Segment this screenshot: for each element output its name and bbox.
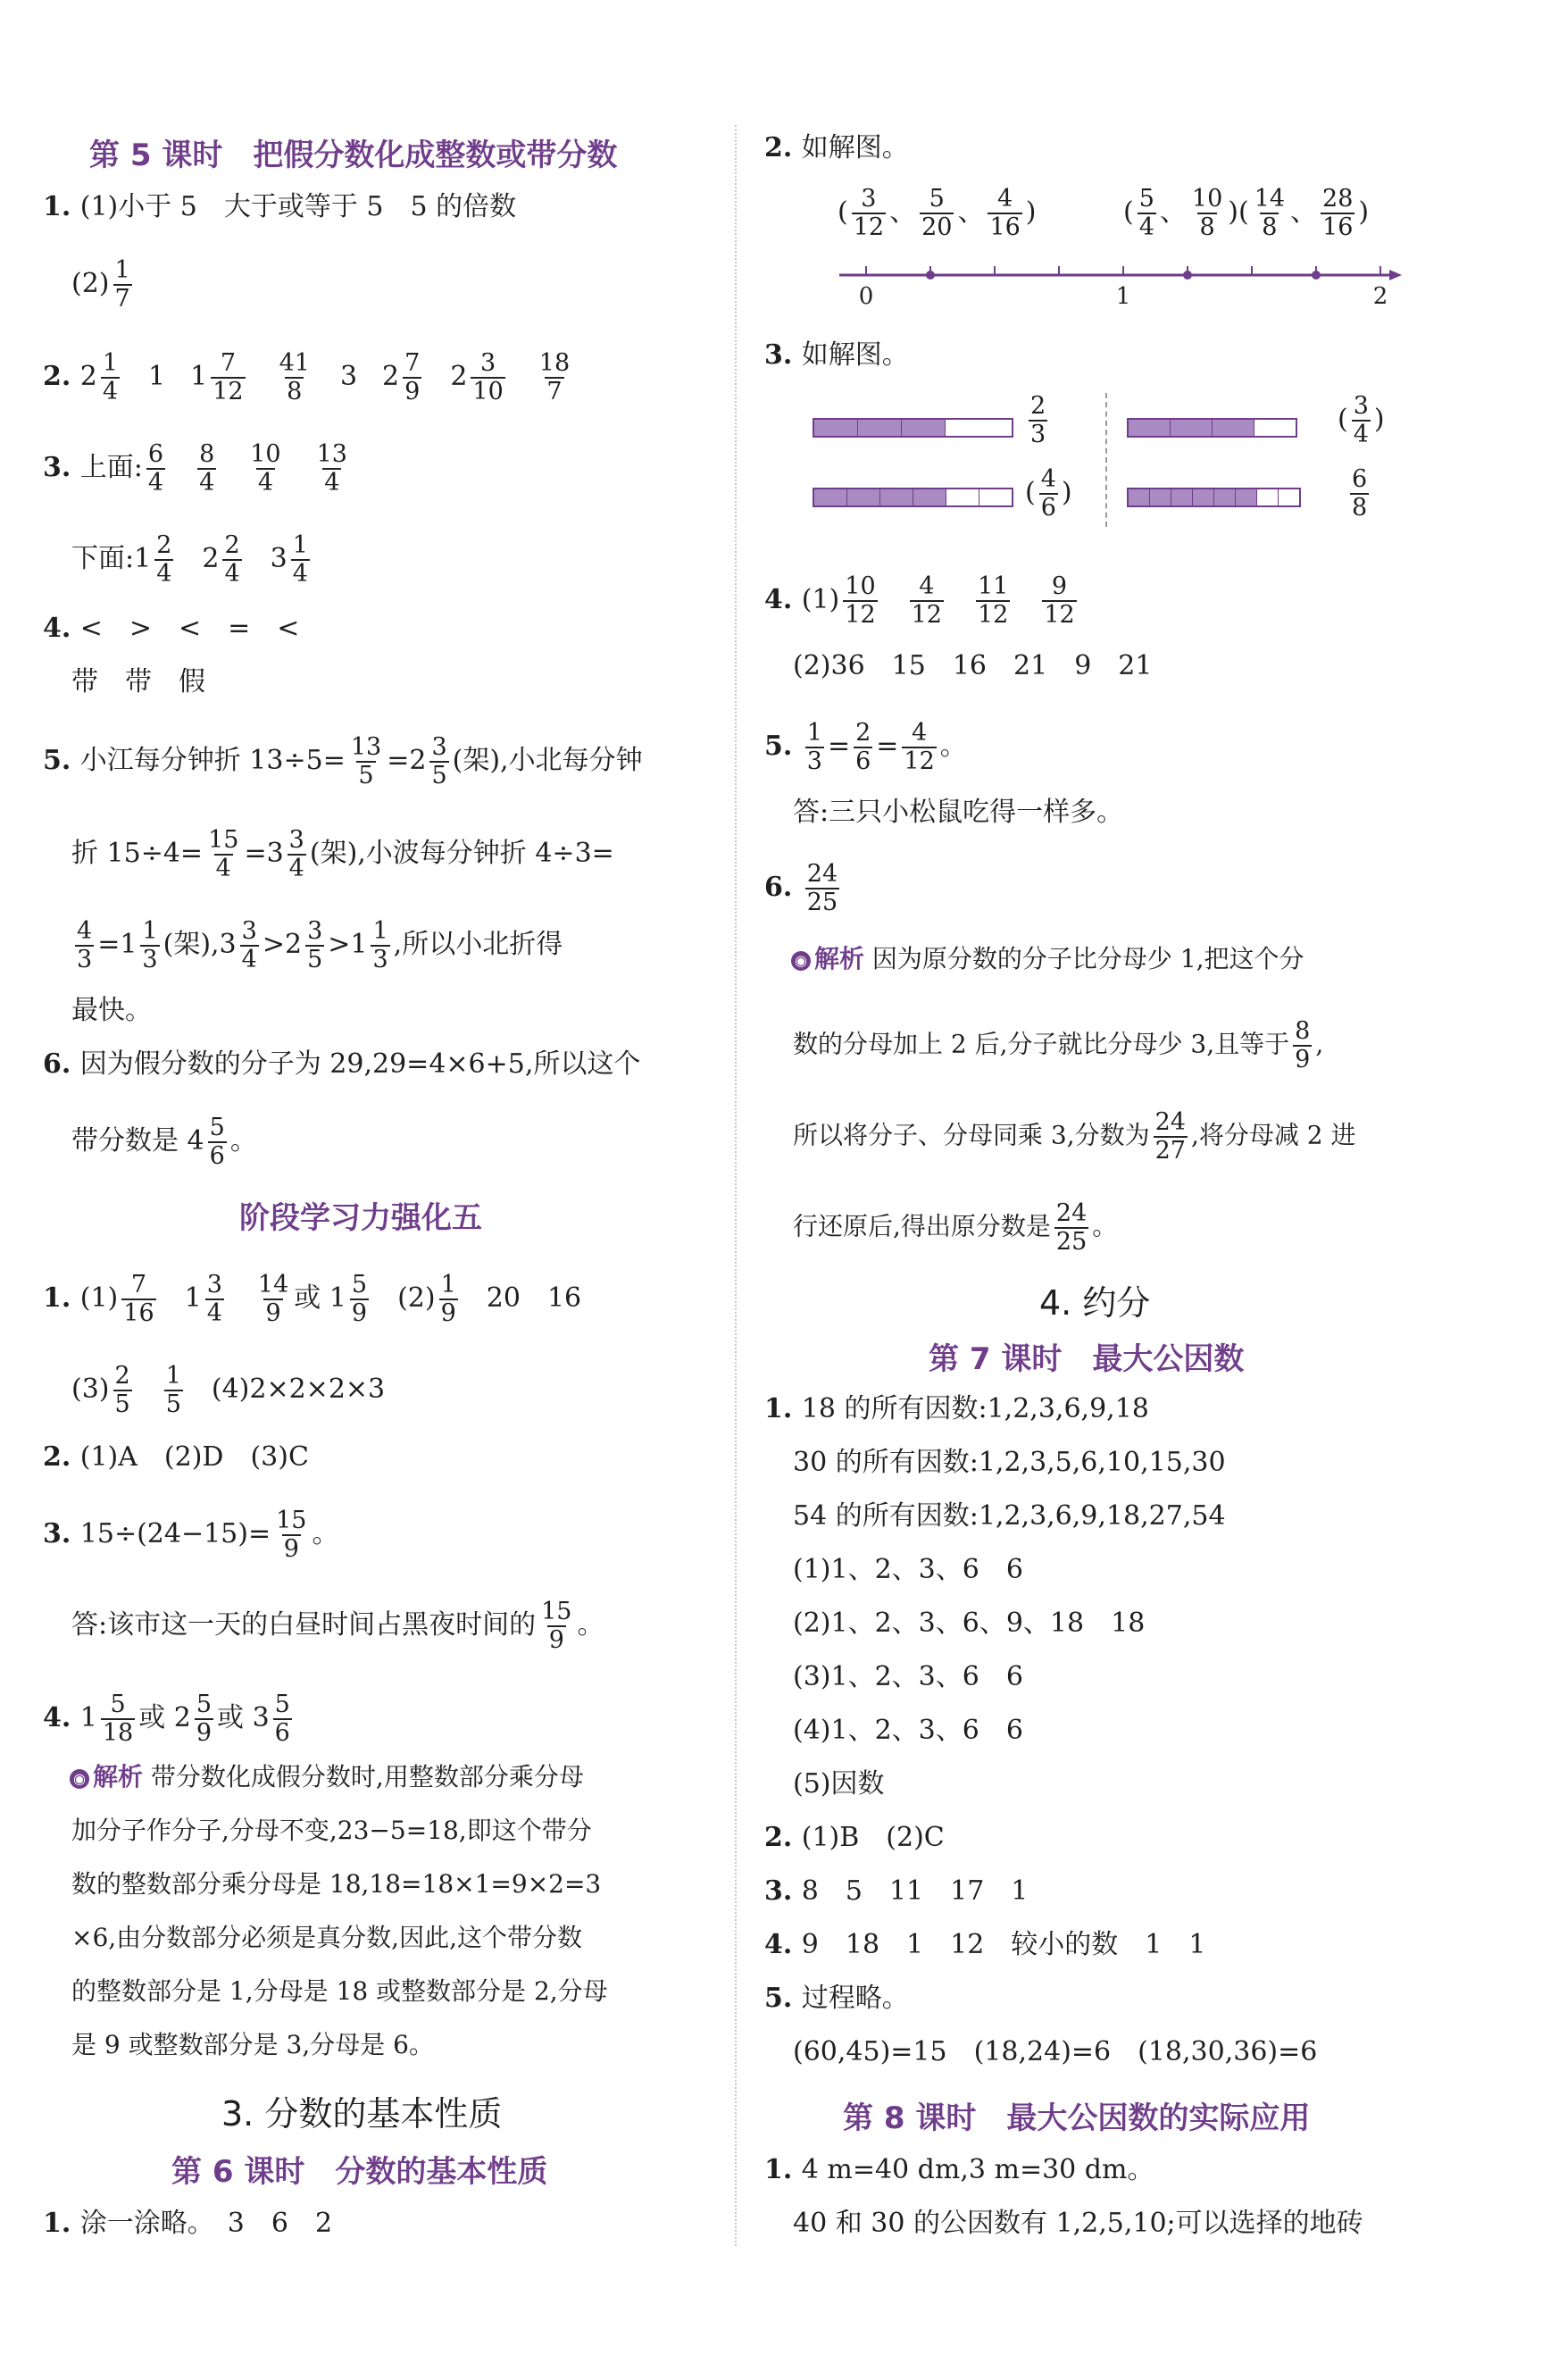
fraction: [843, 573, 877, 629]
l7-q1-line1: 1. 18 的所有因数:1,2,3,6,9,18: [764, 1393, 1149, 1424]
denominator: 9: [283, 1535, 299, 1563]
fraction: [349, 734, 383, 789]
denominator: 16: [123, 1299, 154, 1327]
s-q4-expl-2: 加分子作分子,分母不变,23−5=18,即这个带分: [71, 1816, 592, 1845]
fraction: [852, 186, 886, 241]
fraction: [403, 350, 421, 405]
fraction: [288, 827, 306, 882]
fraction: [208, 1115, 227, 1170]
fraction: [439, 1272, 458, 1327]
numerator: 1: [806, 719, 822, 747]
denominator: 12: [977, 601, 1009, 629]
fraction: [1321, 186, 1354, 241]
number-line: [830, 259, 1411, 313]
bar-sixths: [813, 488, 1013, 507]
fraction: [273, 1691, 292, 1747]
denominator: 9: [265, 1299, 281, 1327]
l8-q1-line1: 1. 4 m=40 dm,3 m=30 dm。: [764, 2154, 1154, 2185]
s-q4-expl-1: ◉ 解析 带分数化成假分数时,用整数部分乘分母: [70, 1759, 584, 1795]
bar-eighths-label: [1346, 466, 1372, 522]
r-q6-expl-1: ◉ 解析 因为原分数的分子比分母少 1,把这个分: [791, 941, 1304, 977]
bar-fourths-label: ( $\frac{3}{4}$ ): [1338, 392, 1385, 448]
fraction: [988, 186, 1021, 241]
l5-q6-line2: 带分数是 4 $\frac{5}{6}$ 。: [71, 1114, 257, 1170]
analysis-tag: ◉ 解析: [70, 1759, 143, 1795]
fraction: [910, 573, 944, 629]
numerator: 1: [165, 1362, 181, 1390]
fraction: [305, 918, 324, 973]
numerator: 8: [199, 440, 215, 468]
denominator: 4: [199, 469, 215, 497]
fraction: [205, 1272, 224, 1327]
denominator: 6: [274, 1719, 290, 1747]
denominator: 12: [911, 601, 942, 629]
fraction: [248, 441, 282, 497]
r-q2: 2. 如解图。: [764, 132, 909, 163]
denominator: 4: [1138, 213, 1154, 241]
numerator: 4: [1040, 465, 1056, 493]
numline-group1: ( $\frac{3}{12}$ 、 $\frac{5}{20}$ 、 $\frac{4}{16}$ ): [838, 185, 1037, 241]
numerator: 2: [224, 531, 240, 559]
denominator: 12: [1044, 601, 1075, 629]
fraction: [371, 918, 389, 973]
l5-q2: 2. 2 $\frac{1}{4}$ 1 1 $\frac{7}{12}$ $\frac{41}{8}$ 3 2 $\frac{7}{9}$ 2 $\frac{3}{10}$ $\frac{18}{7}$: [43, 349, 571, 405]
fraction: [315, 441, 349, 497]
numerator: 4: [912, 719, 928, 747]
fraction: [538, 350, 571, 405]
r-q4-line1: 4. (1) $\frac{10}{12}$ $\frac{4}{12}$ $\frac{11}{12}$ $\frac{9}{12}$: [764, 572, 1075, 629]
section3-title: 3. 分数的基本性质: [221, 2094, 503, 2134]
denominator: 25: [1055, 1228, 1088, 1256]
section4-title: 4. 约分: [1039, 1283, 1151, 1323]
denominator: 4: [292, 560, 308, 588]
denominator: 6: [1040, 494, 1056, 522]
numerator: 5: [110, 1691, 126, 1718]
numerator: 5: [929, 185, 945, 213]
denominator: 4: [206, 1299, 222, 1327]
r-q5: 5. $\frac{1}{3}$ = $\frac{2}{6}$ = $\frac{4}{12}$ 。: [764, 719, 967, 775]
fraction: [1253, 186, 1287, 241]
s-q1-line2: (3) $\frac{2}{5}$ $\frac{1}{5}$ (4)2×2×2×3: [71, 1362, 386, 1418]
bar-thirds: [813, 418, 1013, 438]
denominator: 3: [142, 946, 158, 973]
fraction: [1042, 573, 1076, 629]
fraction: [113, 1363, 132, 1418]
denominator: 4: [156, 560, 172, 588]
lesson5-title: 第 5 课时 把假分数化成整数或带分数: [89, 138, 618, 173]
l8-q1-line2: 40 和 30 的公因数有 1,2,5,10;可以选择的地砖: [793, 2208, 1363, 2239]
denominator: 3: [806, 747, 822, 775]
numerator: 1: [102, 349, 119, 377]
stage-title: 阶段学习力强化五: [239, 1200, 482, 1236]
numerator: 4: [919, 572, 935, 600]
denominator: 16: [1322, 213, 1354, 241]
l7-q5-answers: (60,45)=15 (18,24)=6 (18,30,36)=6: [793, 2036, 1318, 2067]
fraction: [240, 918, 259, 973]
denominator: 4: [288, 855, 304, 882]
fraction: [1190, 186, 1224, 241]
bars-divider: [1105, 393, 1107, 527]
l7-q1-line8: (5)因数: [793, 1768, 885, 1800]
fraction: [101, 1691, 135, 1747]
number-line-arrow-icon: [1389, 270, 1402, 280]
fraction: [206, 827, 240, 882]
numerator: 1: [292, 531, 308, 559]
denominator: 6: [209, 1142, 225, 1170]
fraction: [291, 532, 310, 588]
numerator: 5: [351, 1271, 368, 1299]
s-q4-expl-5: 的整数部分是 1,分母是 18 或整数部分是 2,分母: [71, 1976, 608, 2006]
l5-q5-line1: 5. 小江每分钟折 13÷5= $\frac{13}{5}$ =2 $\frac{3}{5}$ (架),小北每分钟: [43, 733, 643, 789]
s-q1-line1: 1. (1) $\frac{7}{16}$ 1 $\frac{3}{4}$ $\frac{14}{9}$ 或 1 $\frac{5}{9}$ (2) $\frac{1}{9}$ 20 16: [43, 1271, 582, 1327]
numerator: 5: [196, 1691, 213, 1718]
denominator: 4: [257, 469, 274, 497]
numerator: 7: [404, 349, 421, 377]
bar-fourths: [1127, 418, 1297, 438]
denominator: 4: [241, 946, 257, 973]
numerator: 28: [1322, 185, 1354, 213]
numline-group2: ( $\frac{5}{4}$ 、 $\frac{10}{8}$ )( $\frac{14}{8}$ 、 $\frac{28}{16}$ ): [1123, 185, 1370, 241]
s-q3-answer: 答:该市这一天的白昼时间占黑夜时间的 $\frac{15}{9}$ 。: [71, 1598, 604, 1654]
fraction: [1352, 393, 1371, 448]
analysis-icon: ◉: [70, 1769, 89, 1789]
l6-q1: 1. 涂一涂略。 3 6 2: [43, 2208, 333, 2239]
fraction: [1293, 1018, 1312, 1073]
denominator: 18: [102, 1719, 134, 1747]
fraction: [1029, 393, 1047, 448]
numerator: 3: [307, 917, 323, 945]
fraction: [1054, 1200, 1088, 1256]
fraction: [920, 186, 954, 241]
l5-q3-upper: 3. 上面: $\frac{6}{4}$ $\frac{8}{4}$ $\frac{10}{4}$ $\frac{13}{4}$: [43, 440, 347, 497]
fraction: [1039, 466, 1058, 522]
denominator: 3: [1030, 421, 1046, 448]
column-divider: [735, 125, 737, 2246]
denominator: 8: [287, 378, 303, 405]
r-q6-expl-2: 数的分母加上 2 后,分子就比分母少 3,且等于 $\frac{8}{9}$ ,: [793, 1017, 1324, 1073]
denominator: 5: [358, 762, 374, 789]
fraction: [256, 1272, 290, 1327]
fraction: [278, 350, 312, 405]
fraction: [805, 720, 824, 775]
fraction: [1154, 1109, 1188, 1165]
tick-label-2: 2: [1372, 283, 1388, 310]
point-one-fourth: [926, 271, 935, 280]
r-q5-answer: 答:三只小松鼠吃得一样多。: [793, 797, 1124, 828]
l7-q1-line6: (3)1、2、3、6 6: [793, 1661, 1023, 1692]
s-q2: 2. (1)A (2)D (3)C: [43, 1441, 309, 1473]
r-q6: 6. $\frac{24}{25}$: [764, 860, 838, 916]
fraction: [197, 441, 216, 497]
numerator: 4: [77, 917, 93, 945]
numerator: 3: [1353, 392, 1369, 420]
l7-q1-line4: (1)1、2、3、6 6: [793, 1554, 1023, 1585]
r-q6-expl-3: 所以将分子、分母同乘 3,分数为 $\frac{24}{27}$ ,将分母减 2 进: [793, 1108, 1356, 1165]
numerator: 24: [806, 860, 838, 888]
denominator: 25: [806, 889, 838, 916]
denominator: 12: [853, 213, 885, 241]
denominator: 5: [165, 1390, 181, 1418]
numerator: 5: [274, 1691, 290, 1718]
denominator: 8: [1199, 213, 1215, 241]
fraction: [154, 532, 173, 588]
fraction: [195, 1691, 213, 1747]
s-q3: 3. 15÷(24−15)= $\frac{15}{9}$ 。: [43, 1507, 339, 1563]
lesson7-title: 第 7 课时 最大公因数: [929, 1341, 1245, 1377]
fraction: [146, 441, 165, 497]
numerator: 1: [440, 1271, 456, 1299]
numerator: 14: [1254, 185, 1286, 213]
fraction: [539, 1599, 573, 1654]
fraction: [164, 1363, 183, 1418]
numerator: 3: [241, 917, 257, 945]
l5-q1-line1: 1. (1)小于 5 大于或等于 5 5 的倍数: [43, 191, 517, 222]
fraction: [101, 350, 120, 405]
bar-eighths: [1127, 488, 1301, 507]
numerator: 11: [977, 572, 1009, 600]
l5-q5-line2: 折 15÷4= $\frac{15}{4}$ =3 $\frac{3}{4}$ (架),小波每分钟折 4÷3=: [71, 826, 614, 882]
bar-sixths-label: ( $\frac{4}{6}$ ): [1025, 465, 1072, 522]
fraction: [805, 861, 839, 916]
denominator: 20: [921, 213, 953, 241]
numerator: 15: [208, 826, 239, 854]
s-q4: 4. 1 $\frac{5}{18}$ 或 2 $\frac{5}{9}$ 或 3 $\frac{5}{6}$: [43, 1691, 290, 1747]
denominator: 5: [307, 946, 323, 973]
lesson6-title: 第 6 课时 分数的基本性质: [171, 2154, 548, 2190]
numerator: 10: [1191, 185, 1223, 213]
analysis-icon: ◉: [791, 951, 811, 971]
denominator: 8: [1262, 213, 1278, 241]
numerator: 24: [1055, 1199, 1088, 1227]
fraction: [121, 1272, 155, 1327]
numerator: 15: [541, 1598, 572, 1625]
tick-label-0: 0: [858, 283, 874, 310]
numerator: 3: [480, 349, 496, 377]
l7-q5: 5. 过程略。: [764, 1983, 909, 2014]
analysis-tag: ◉ 解析: [791, 941, 864, 977]
l5-q5-line3: $\frac{4}{3}$ =1 $\frac{1}{3}$ (架),3 $\frac{3}{4}$ >2 $\frac{3}{5}$ >1 $\frac{1}{3}$ ,所以小北折得: [77, 917, 563, 973]
bar-thirds-label: [1025, 393, 1051, 448]
denominator: 9: [548, 1626, 564, 1654]
numerator: 1: [372, 917, 388, 945]
fraction: [1350, 466, 1369, 522]
fraction: [140, 918, 159, 973]
denominator: 7: [546, 378, 563, 405]
fraction: [854, 720, 872, 775]
denominator: 7: [114, 285, 130, 313]
numerator: 3: [288, 826, 304, 854]
fraction: [222, 532, 241, 588]
numerator: 3: [206, 1271, 222, 1299]
denominator: 12: [845, 601, 876, 629]
numerator: 41: [279, 349, 310, 377]
r-q3: 3. 如解图。: [764, 339, 909, 371]
l7-q4: 4. 9 18 1 12 较小的数 1 1: [764, 1929, 1206, 1960]
denominator: 3: [372, 946, 388, 973]
fraction: [211, 350, 245, 405]
s-q4-expl-4: ×6,由分数部分必须是真分数,因此,这个带分数: [71, 1923, 582, 1952]
l7-q1-line2: 30 的所有因数:1,2,3,5,6,10,15,30: [793, 1447, 1226, 1478]
numerator: 6: [1352, 465, 1368, 493]
numerator: 2: [156, 531, 172, 559]
denominator: 9: [196, 1719, 213, 1747]
numerator: 18: [538, 349, 571, 377]
denominator: 4: [224, 560, 240, 588]
numerator: 5: [209, 1114, 225, 1141]
s-q4-expl-3: 数的整数部分乘分母是 18,18=18×1=9×2=3: [71, 1869, 602, 1899]
fraction: [75, 918, 94, 973]
tick-label-1: 1: [1115, 283, 1131, 310]
numerator: 7: [130, 1271, 147, 1299]
numerator: 2: [1030, 392, 1046, 420]
numerator: 7: [220, 349, 236, 377]
numerator: 2: [855, 719, 871, 747]
numerator: 1: [114, 256, 130, 284]
denominator: 27: [1154, 1137, 1186, 1165]
lesson8-title: 第 8 课时 最大公因数的实际应用: [843, 2100, 1311, 2136]
point-five-fourths: [1183, 271, 1192, 280]
r-q6-expl-4: 行还原后,得出原分数是 $\frac{24}{25}$ 。: [793, 1199, 1118, 1256]
denominator: 9: [1295, 1046, 1311, 1073]
l5-q6-line1: 6. 因为假分数的分子为 29,29=4×6+5,所以这个: [43, 1048, 641, 1080]
l5-q1-line2: (2) $\frac{1}{7}$: [71, 256, 130, 313]
s-q4-expl-6: 是 9 或整数部分是 3,分母是 6。: [71, 2030, 434, 2059]
numerator: 10: [845, 572, 876, 600]
denominator: 4: [215, 855, 231, 882]
fraction: [976, 573, 1010, 629]
denominator: 4: [1353, 421, 1369, 448]
denominator: 9: [351, 1299, 368, 1327]
l5-q4-symbols: 4. < > < = <: [43, 613, 300, 644]
numerator: 10: [250, 440, 281, 468]
denominator: 9: [440, 1299, 456, 1327]
denominator: 5: [114, 1390, 130, 1418]
numerator: 5: [1138, 185, 1154, 213]
l5-q5-line4: 最快。: [71, 995, 152, 1026]
fraction: [902, 720, 936, 775]
numerator: 24: [1154, 1108, 1186, 1136]
denominator: 4: [102, 378, 119, 405]
denominator: 10: [472, 378, 504, 405]
denominator: 4: [324, 469, 340, 497]
l7-q2: 2. (1)B (2)C: [764, 1822, 945, 1853]
fraction: [429, 734, 448, 789]
numerator: 6: [147, 440, 164, 468]
denominator: 12: [213, 378, 244, 405]
denominator: 5: [431, 762, 447, 789]
numerator: 3: [861, 185, 877, 213]
denominator: 6: [855, 747, 871, 775]
denominator: 9: [404, 378, 421, 405]
denominator: 16: [989, 213, 1021, 241]
denominator: 12: [904, 747, 935, 775]
fraction: [471, 350, 504, 405]
l7-q1-line3: 54 的所有因数:1,2,3,6,9,18,27,54: [793, 1500, 1226, 1532]
fraction: [113, 257, 132, 313]
numerator: 15: [276, 1507, 307, 1534]
numerator: 3: [431, 733, 447, 761]
l7-q1-line7: (4)1、2、3、6 6: [793, 1715, 1023, 1746]
l7-q1-line5: (2)1、2、3、6、9、18 18: [793, 1608, 1146, 1639]
point-seven-fourths: [1312, 271, 1321, 280]
numerator: 2: [114, 1362, 130, 1390]
denominator: 4: [147, 469, 164, 497]
numerator: 1: [142, 917, 158, 945]
l7-q3: 3. 8 5 11 17 1: [764, 1875, 1029, 1907]
numerator: 4: [997, 185, 1013, 213]
numerator: 14: [257, 1271, 289, 1299]
numerator: 13: [316, 440, 347, 468]
numerator: 8: [1295, 1017, 1311, 1045]
denominator: 3: [77, 946, 93, 973]
fraction: [350, 1272, 369, 1327]
fraction: [1138, 186, 1156, 241]
l5-q3-lower: 下面:1 $\frac{2}{4}$ 2 $\frac{2}{4}$ 3 $\frac{1}{4}$: [71, 531, 308, 588]
r-q4-line2: (2)36 15 16 21 9 21: [793, 650, 1153, 681]
denominator: 8: [1352, 494, 1368, 522]
fraction: [274, 1507, 308, 1563]
numerator: 13: [350, 733, 382, 761]
l5-q4-words: 带 带 假: [71, 666, 205, 697]
numerator: 9: [1051, 572, 1068, 600]
